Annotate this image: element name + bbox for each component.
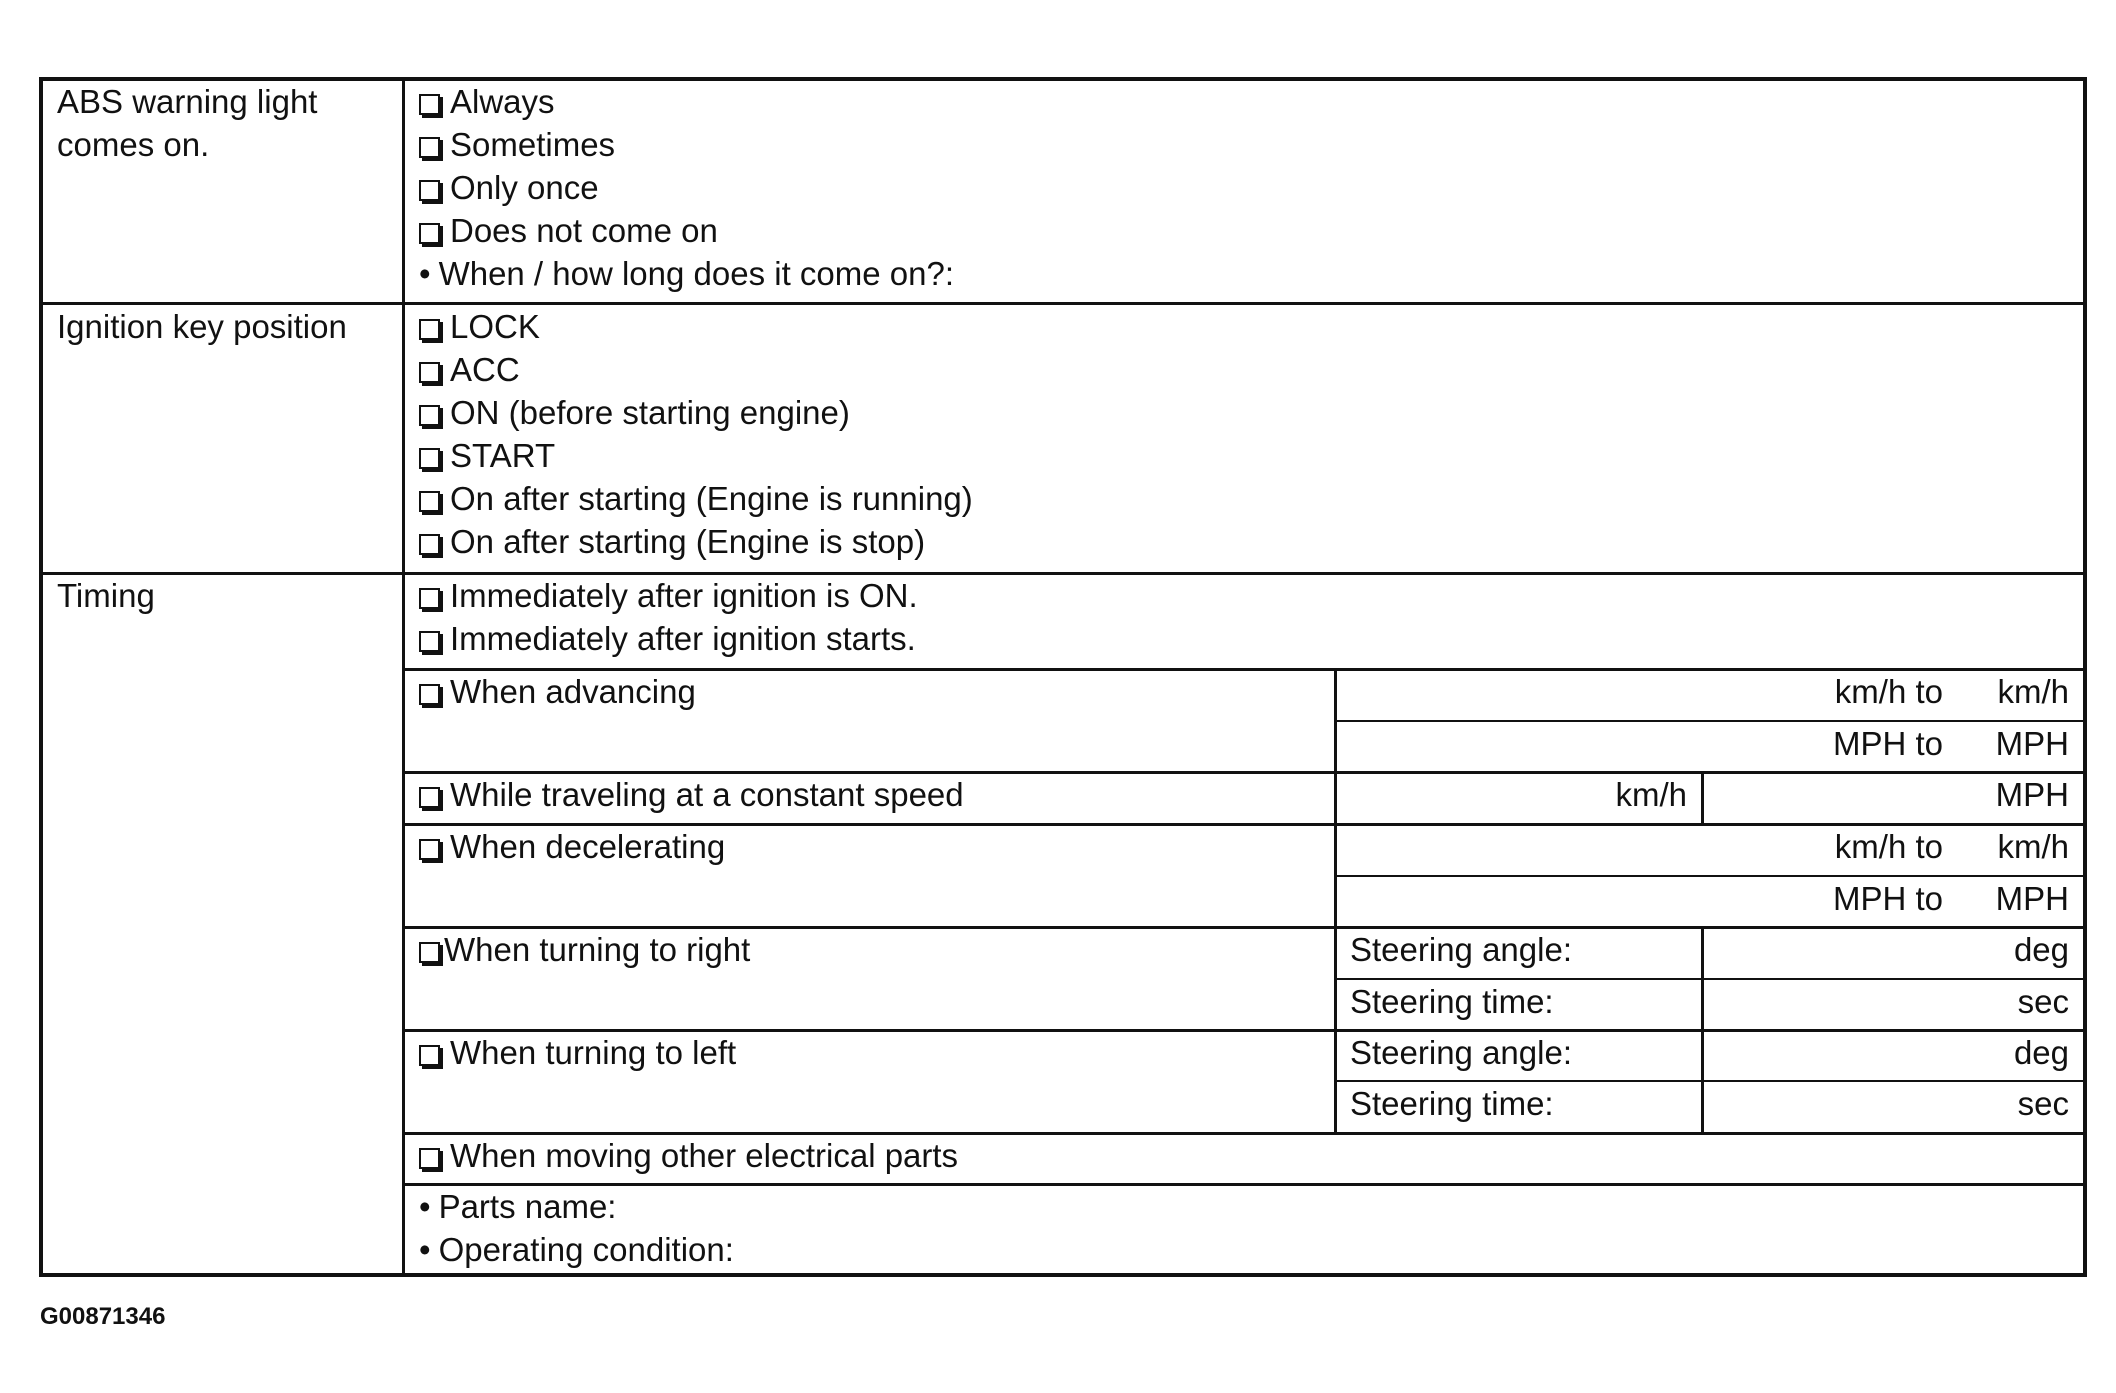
ignition-label: Ignition key position	[57, 308, 347, 345]
divider	[402, 1132, 2083, 1135]
right-steering-time-label: Steering time:	[1350, 983, 1554, 1020]
abs-duration-note	[419, 254, 954, 294]
option-label: Immediately after ignition is ON.	[450, 577, 918, 614]
checkbox-icon[interactable]	[419, 534, 440, 555]
divider	[1334, 875, 2083, 877]
option-label: On after starting (Engine is stop)	[450, 523, 926, 560]
timing-option-electrical-parts[interactable]	[419, 1136, 958, 1176]
option-label: When decelerating	[450, 828, 726, 865]
abs-label-line2: comes on.	[57, 126, 210, 163]
bullet-icon: •	[419, 1231, 431, 1268]
decelerating-kmh-to: km/h to	[1834, 828, 1943, 865]
bullet-icon: •	[419, 1188, 431, 1225]
timing-option-turn-right[interactable]	[419, 930, 750, 970]
row-divider-ignition	[43, 572, 2083, 575]
checkbox-icon[interactable]	[419, 94, 440, 115]
abs-option-always[interactable]	[419, 82, 555, 122]
checkbox-icon[interactable]	[419, 1148, 440, 1169]
divider	[402, 1183, 2083, 1186]
constant-mph: MPH	[1995, 776, 2069, 813]
checkbox-icon[interactable]	[419, 1045, 440, 1066]
divider	[1334, 720, 2083, 722]
option-label: LOCK	[450, 308, 540, 345]
abs-label-line1: ABS warning light	[57, 83, 318, 120]
constant-kmh: km/h	[1615, 776, 1687, 813]
field-label: Operating condition:	[438, 1231, 734, 1268]
abs-option-sometimes[interactable]	[419, 125, 615, 165]
checkbox-icon[interactable]	[419, 588, 440, 609]
option-label: When turning to right	[444, 931, 751, 968]
right-steering-angle-label: Steering angle:	[1350, 931, 1572, 968]
option-label: When advancing	[450, 673, 696, 710]
checkbox-icon[interactable]	[419, 942, 440, 963]
checkbox-icon[interactable]	[419, 631, 440, 652]
checkbox-icon[interactable]	[419, 180, 440, 201]
checkbox-icon[interactable]	[419, 137, 440, 158]
advancing-kmh: km/h	[1997, 673, 2069, 710]
timing-option-immediate-on[interactable]	[419, 576, 918, 616]
value-column-divider	[1334, 670, 1337, 1134]
option-label: Sometimes	[450, 126, 616, 163]
ignition-option-lock[interactable]	[419, 307, 540, 347]
ignition-option-start[interactable]	[419, 436, 555, 476]
abs-option-does-not-come-on[interactable]	[419, 211, 718, 251]
divider	[1334, 978, 2083, 980]
divider	[402, 1029, 2083, 1032]
parts-name-field	[419, 1187, 616, 1227]
advancing-kmh-to: km/h to	[1834, 673, 1943, 710]
option-label: ON (before starting engine)	[450, 394, 850, 431]
ignition-option-stop[interactable]	[419, 522, 925, 562]
right-steering-angle-unit: deg	[2013, 931, 2069, 968]
timing-label: Timing	[57, 577, 155, 614]
option-label: Does not come on	[450, 212, 718, 249]
timing-option-decelerating[interactable]	[419, 827, 725, 867]
abs-inspection-form	[39, 77, 2087, 1277]
checkbox-icon[interactable]	[419, 491, 440, 512]
timing-option-advancing[interactable]	[419, 672, 696, 712]
divider	[402, 771, 2083, 774]
operating-condition-field	[419, 1230, 734, 1270]
right-steering-time-unit: sec	[2017, 983, 2069, 1020]
checkbox-icon[interactable]	[419, 319, 440, 340]
row-divider-abs	[43, 302, 2083, 305]
option-label: While traveling at a constant speed	[450, 776, 964, 813]
decelerating-mph-to: MPH to	[1832, 880, 1943, 917]
left-steering-time-label: Steering time:	[1350, 1085, 1554, 1122]
timing-option-constant-speed[interactable]	[419, 775, 964, 815]
divider	[402, 668, 2083, 671]
divider	[402, 926, 2083, 929]
option-label: When moving other electrical parts	[450, 1137, 959, 1174]
left-steering-angle-label: Steering angle:	[1350, 1034, 1572, 1071]
left-steering-angle-unit: deg	[2013, 1034, 2069, 1071]
note-label: When / how long does it come on?:	[438, 255, 955, 292]
checkbox-icon[interactable]	[419, 405, 440, 426]
ignition-option-running[interactable]	[419, 479, 973, 519]
timing-option-turn-left[interactable]	[419, 1033, 736, 1073]
ignition-option-on[interactable]	[419, 393, 850, 433]
checkbox-icon[interactable]	[419, 362, 440, 383]
option-label: Only once	[450, 169, 599, 206]
left-steering-time-unit: sec	[2017, 1085, 2069, 1122]
divider	[1334, 1080, 2083, 1082]
bullet-icon: •	[419, 255, 431, 292]
option-label: When turning to left	[450, 1034, 737, 1071]
field-label: Parts name:	[438, 1188, 617, 1225]
option-label: Always	[450, 83, 555, 120]
checkbox-icon[interactable]	[419, 223, 440, 244]
timing-option-immediate-starts[interactable]	[419, 619, 916, 659]
advancing-mph: MPH	[1995, 725, 2069, 762]
unit-divider-constant	[1701, 773, 1704, 824]
option-label: ACC	[450, 351, 520, 388]
option-label: Immediately after ignition starts.	[450, 620, 916, 657]
ignition-option-acc[interactable]	[419, 350, 520, 390]
checkbox-icon[interactable]	[419, 787, 440, 808]
column-divider	[402, 81, 405, 1273]
checkbox-icon[interactable]	[419, 839, 440, 860]
decelerating-kmh: km/h	[1997, 828, 2069, 865]
checkbox-icon[interactable]	[419, 448, 440, 469]
decelerating-mph: MPH	[1995, 880, 2069, 917]
divider	[402, 823, 2083, 826]
option-label: On after starting (Engine is running)	[450, 480, 973, 517]
abs-option-only-once[interactable]	[419, 168, 599, 208]
figure-code: G00871346	[40, 1303, 166, 1330]
advancing-mph-to: MPH to	[1832, 725, 1943, 762]
option-label: START	[450, 437, 556, 474]
checkbox-icon[interactable]	[419, 684, 440, 705]
